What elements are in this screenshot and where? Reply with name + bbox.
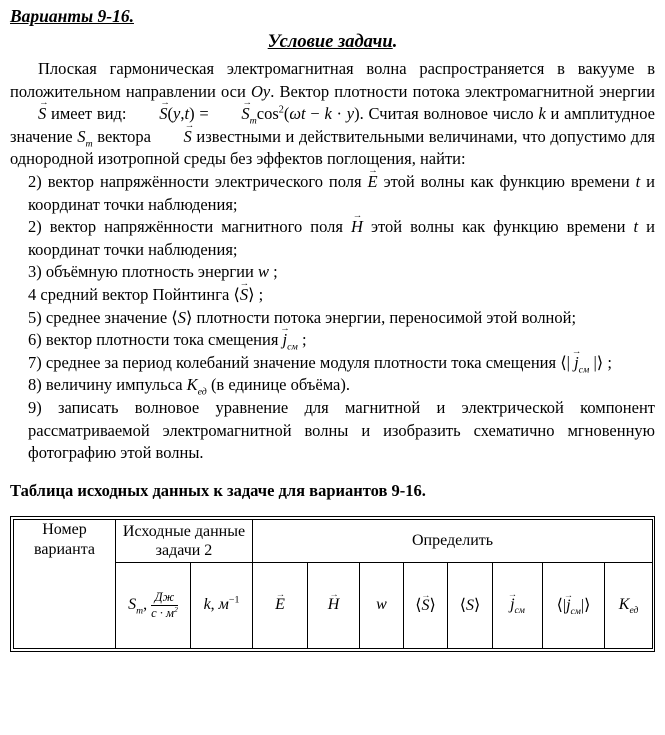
list-item-8: 8) величину импульса $K_{ед}$ (в единице объёма). [28,375,350,398]
task-list [28,171,655,465]
list-item-9: 9) записать волновое уравнение для магнитной и электрической компонент рассматриваемой электромагнитной волны и изобразить схематично мгновенную фотографию этой волны. [28,397,655,463]
section-subtitle-period: . [392,32,398,52]
list-item-4: 4 средний вектор Пойнтинга ⟨S →⟩ ; [28,284,655,307]
data-table [13,519,653,649]
header-determine: Определить [253,519,653,562]
page-title [10,4,655,28]
page-title-text: Варианты 9-16. [10,6,134,26]
list-item-6: 6) вектор плотности тока смещения $j \to_{см}$ ; [28,329,655,352]
table-header-row-1 [14,519,653,562]
col-header-sm: $S_m$, $\frac{Дж}{с \cdot м^2}$ [116,562,191,648]
list-item-5: 5) среднее значение ⟨S⟩ плотности потока энергии, переносимой этой волной; [28,307,577,327]
col-header-k-impulse: $K_{ед}$ [605,562,653,648]
col-header-mean-poynting: ⟨S →⟩ [404,562,448,648]
list-item-3: 3) объёмную плотность энергии w ; [28,262,278,282]
list-item-7: 7) среднее за период колебаний значение модуля плотности тока смещения ⟨| $j \to_{см}$ |⟩ ; [28,352,655,375]
section-subtitle [10,29,655,56]
header-source-data: Исходные данные задачи 2 [116,519,253,562]
data-table-border [10,516,655,652]
col-header-j-displacement: $j \to_{см}$ [493,562,543,648]
col-header-mean-j-modulus: ⟨|j $\to_{см}|⟩$ [543,562,605,648]
col-header-w: w [360,562,404,648]
col-header-k: k, $м^{-1}$ [191,562,253,648]
intro-paragraph: Плоская гармоническая электромагнитная волна распространяется в вакууме в положительном направлении оси Oy. Вектор плотности потока электромагнитной энергии S → имеет вид: $S \to(y,t) = S \to_m\cos^2(\omega t - k \cdot y)$. Считая волновое число k и амплитудное значение $S_m$ вектора S → известными и действительными величинами, что допустимо для однородной изотропной среды без эффектов поглощения, найти: [10,58,655,171]
section-subtitle-text: Условие задачи [267,32,393,52]
table-caption: Таблица исходных данных к задаче для вариантов 9-16. [10,480,426,500]
list-item-2: 2) вектор напряжённости магнитного поля H → этой волны как функцию времени t и координат точки наблюдения; [28,216,655,261]
list-item-1: 2) вектор напряжённости электрического поля E → этой волны как функцию времени t и координат точки наблюдения; [28,171,655,216]
header-variant-number: Номер варианта [14,519,116,648]
col-header-h-vector: H → [308,562,360,648]
col-header-e-vector: E → [253,562,308,648]
col-header-mean-s: ⟨S⟩ [448,562,493,648]
